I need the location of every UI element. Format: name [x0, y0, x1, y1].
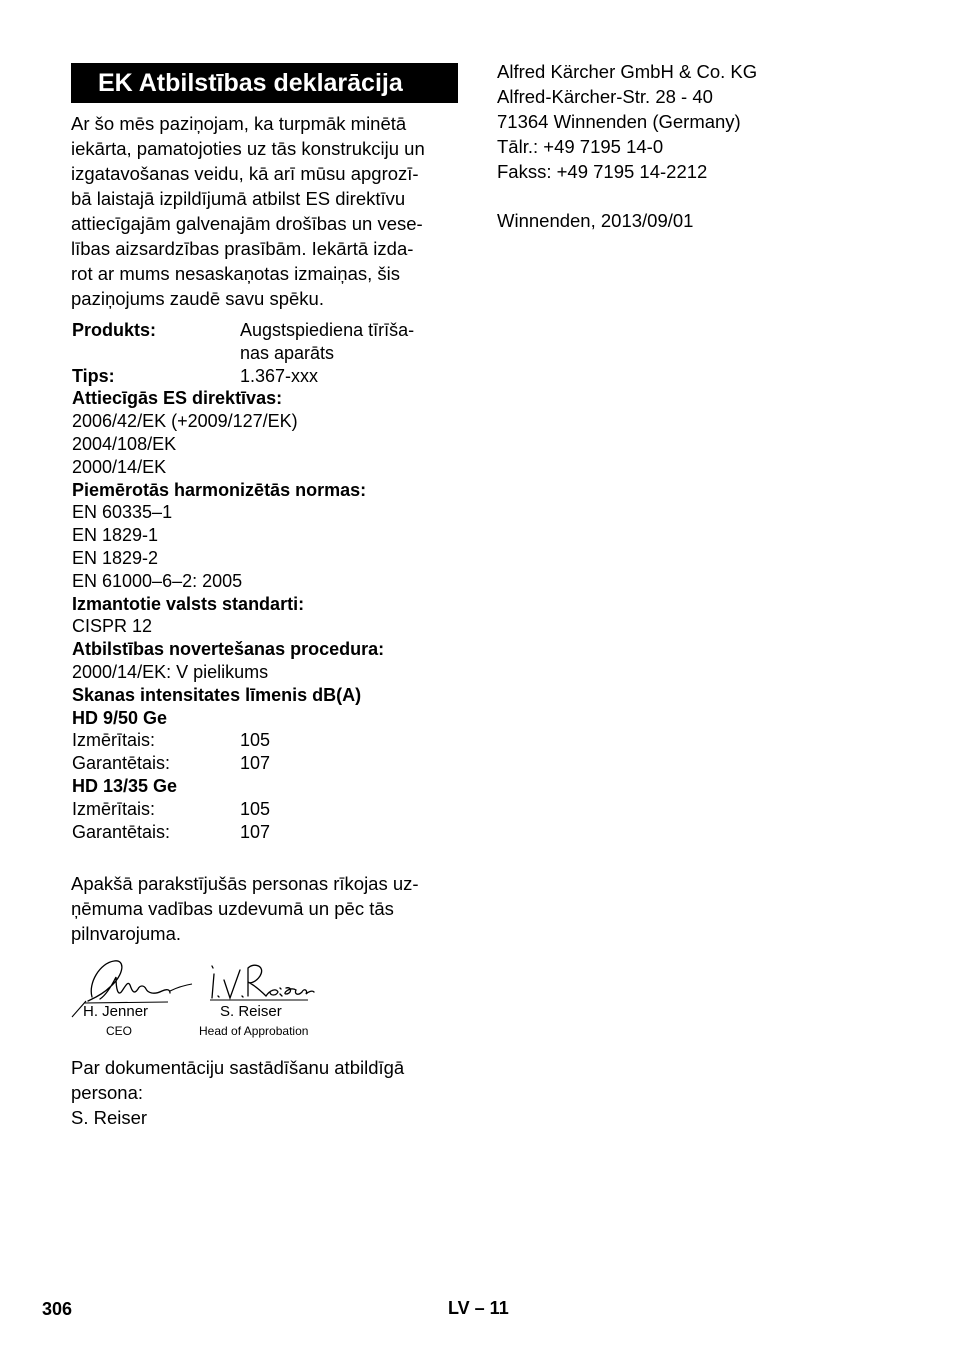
doc-person-line: Par dokumentāciju sastādīšanu atbildīgā [71, 1057, 405, 1078]
directives-heading: Attiecīgās ES direktīvas: [72, 388, 283, 409]
closing-line: pilnvarojuma. [71, 923, 182, 944]
closing-paragraph [71, 871, 463, 946]
place-date: Winnenden, 2013/09/01 [497, 210, 694, 231]
product-row-cont [72, 342, 462, 365]
model-name: HD 13/35 Ge [72, 775, 178, 796]
product-value-line: nas aparāts [240, 342, 335, 363]
measured-value: 105 [240, 730, 271, 751]
doc-person-line: S. Reiser [71, 1107, 148, 1128]
signature-block-jenner [70, 955, 200, 1045]
norm-item: EN 1829-1 [72, 525, 159, 546]
intro-line: izgatavošanas veidu, kā arī mūsu apgrozī- [71, 163, 419, 184]
directive-item: 2006/42/EK (+2009/127/EK) [72, 411, 298, 432]
signatory-role: Head of Approbation [199, 1024, 309, 1038]
closing-line: ņēmuma vadības uzdevumā un pēc tās [71, 898, 394, 919]
national-standard-item: CISPR 12 [72, 616, 153, 637]
measured-row [72, 798, 462, 821]
norm-item: EN 1829-2 [72, 547, 159, 568]
signatory-name: S. Reiser [220, 1003, 282, 1020]
guaranteed-label: Garantētais: [72, 753, 171, 774]
guaranteed-row [72, 752, 462, 775]
guaranteed-value: 107 [240, 753, 271, 774]
intro-line: rot ar mums nesaskaņotas izmaiņas, šis [71, 263, 401, 284]
spacer [72, 342, 240, 365]
intro-line: attiecīgajām galvenajām drošības un vese- [71, 213, 423, 234]
document-title: EK Atbilstības deklarācija [71, 63, 458, 103]
noise-heading: Skanas intensitates līmenis dB(A) [72, 684, 362, 705]
model-name: HD 9/50 Ge [72, 707, 168, 728]
specifications [72, 319, 462, 843]
intro-line: bā laistajā izpildījumā atbilst ES direktīvu [71, 188, 406, 209]
directive-item: 2004/108/EK [72, 433, 177, 454]
national-standards-heading: Izmantotie valsts standarti: [72, 593, 305, 614]
handwritten-signature-reiser [206, 960, 316, 1004]
procedure-value: 2000/14/EK: V pielikums [72, 661, 269, 682]
documentation-person [71, 1055, 463, 1130]
intro-line: lības aizsardzības prasībām. Iekārtā izda- [71, 238, 414, 259]
language-page-label: LV – 11 [448, 1298, 509, 1318]
company-line: Fakss: +49 7195 14-2212 [497, 161, 708, 182]
company-line: 71364 Winnenden (Germany) [497, 111, 741, 132]
doc-person-line: persona: [71, 1082, 143, 1103]
norm-item: EN 61000–6–2: 2005 [72, 570, 243, 591]
product-row [72, 319, 462, 342]
intro-line: iekārta, pamatojoties uz tās konstrukciju un [71, 138, 425, 159]
signatory-role: CEO [106, 1024, 133, 1038]
norms-heading: Piemērotās harmonizētās normas: [72, 479, 367, 500]
guaranteed-row [72, 821, 462, 844]
guaranteed-value: 107 [240, 821, 271, 842]
measured-value: 105 [240, 798, 271, 819]
signatory-name: H. Jenner [83, 1003, 149, 1020]
type-label: Tips: [72, 365, 115, 386]
type-value: 1.367-xxx [240, 365, 319, 386]
measured-label: Izmērītais: [72, 730, 156, 751]
page-number: 306 [42, 1299, 73, 1319]
norm-item: EN 60335–1 [72, 502, 173, 523]
intro-line: paziņojums zaudē savu spēku. [71, 288, 324, 309]
company-line: Alfred-Kärcher-Str. 28 - 40 [497, 86, 713, 107]
product-label: Produkts: [72, 320, 157, 340]
signature-block-reiser [196, 960, 336, 1045]
measured-row [72, 729, 462, 752]
closing-line: Apakšā parakstījušās personas rīkojas uz- [71, 873, 419, 894]
directive-item: 2000/14/EK [72, 456, 167, 477]
company-line: Tālr.: +49 7195 14-0 [497, 136, 664, 157]
guaranteed-label: Garantētais: [72, 821, 171, 842]
company-address [497, 59, 917, 184]
procedure-heading: Atbilstības novertešanas procedura: [72, 639, 385, 660]
measured-label: Izmērītais: [72, 798, 156, 819]
intro-paragraph [71, 111, 463, 311]
type-row [72, 365, 462, 388]
product-value-line: Augstspiediena tīrīša- [240, 320, 415, 340]
company-line: Alfred Kärcher GmbH & Co. KG [497, 61, 758, 82]
intro-line: Ar šo mēs paziņojam, ka turpmāk minētā [71, 113, 407, 134]
